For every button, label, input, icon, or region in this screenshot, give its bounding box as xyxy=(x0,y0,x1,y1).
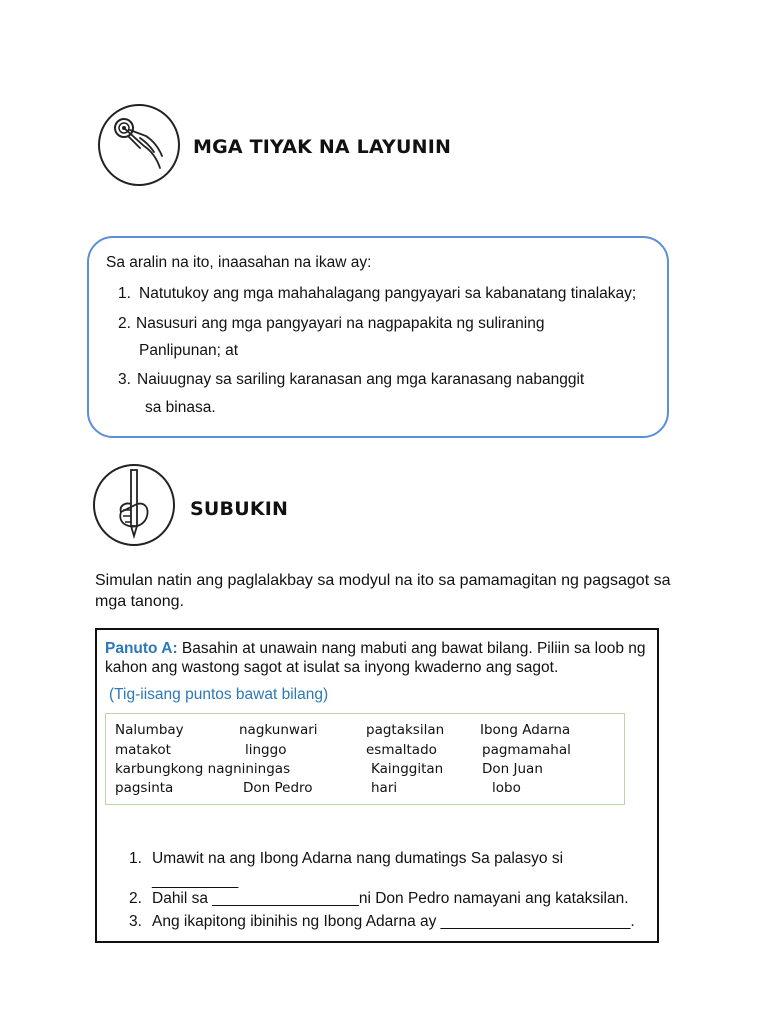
objective-text: Nasusuri ang mga pangyayari na nagpapakita ng suliraning xyxy=(136,315,545,332)
word-bank-item: hari xyxy=(371,780,398,796)
question-number: 3. xyxy=(129,913,142,930)
word-bank-item: pagtaksilan xyxy=(366,722,445,738)
word-bank-item: pagsinta xyxy=(115,780,174,796)
word-bank xyxy=(105,713,625,805)
objective-number: 1. xyxy=(118,285,131,302)
section-title-subukin: SUBUKIN xyxy=(190,498,289,520)
question-text: Umawit na ang Ibong Adarna nang dumatings Sa palasyo si xyxy=(152,850,564,867)
question-number: 2. xyxy=(129,890,142,907)
word-bank-item: pagmamahal xyxy=(482,742,571,758)
word-bank-item: Don Juan xyxy=(482,761,543,777)
objective-number: 3. xyxy=(118,371,131,388)
word-bank-item: matakot xyxy=(115,742,171,758)
word-bank-item: linggo xyxy=(245,742,287,758)
page-title: MGA TIYAK NA LAYUNIN xyxy=(193,136,452,158)
objective-text: Natutukoy ang mga mahahalagang pangyayari sa kabanatang tinalakay; xyxy=(139,285,637,302)
word-bank-item: Ibong Adarna xyxy=(480,722,571,738)
objective-text-continued: sa binasa. xyxy=(145,399,216,416)
intro-paragraph: Simulan natin ang paglalakbay sa modyul na ito sa pamamagitan ng pagsagot sa mga tanong. xyxy=(95,572,671,610)
instructions-box xyxy=(95,628,659,943)
word-bank-item: Kainggitan xyxy=(371,761,444,777)
objective-number: 2. xyxy=(118,315,131,332)
word-bank-item: karbungkong nagniningas xyxy=(115,761,291,777)
instructions-text: Basahin at unawain nang mabuti ang bawat bilang. Piliin sa loob ng kahon ang wastong sagot at isulat sa inyong kwaderno ang sagot. xyxy=(105,640,646,676)
hand-pointer-icon xyxy=(98,104,180,186)
word-bank-item: Don Pedro xyxy=(243,780,313,796)
instructions-label: Panuto A: xyxy=(105,640,178,657)
word-bank-item: nagkunwari xyxy=(239,722,318,738)
question-text: Dahil sa _________________ni Don Pedro namayani ang kataksilan. xyxy=(152,890,629,907)
hand-pencil-icon xyxy=(93,464,175,546)
objective-text-continued: Panlipunan; at xyxy=(139,342,239,359)
word-bank-item: esmaltado xyxy=(366,742,437,758)
points-note: (Tig-iisang puntos bawat bilang) xyxy=(109,686,329,703)
question-number: 1. xyxy=(129,850,142,867)
question-text: Ang ikapitong ibinihis ng Ibong Adarna ay ______________________. xyxy=(152,913,635,930)
instructions-paragraph xyxy=(105,639,650,677)
word-bank-item: Nalumbay xyxy=(115,722,184,738)
objective-text: Naiuugnay sa sariling karanasan ang mga karanasang nabanggit xyxy=(137,371,585,388)
word-bank-item: lobo xyxy=(492,780,521,796)
objectives-intro: Sa aralin na ito, inaasahan na ikaw ay: xyxy=(106,254,372,271)
question-blank: __________ xyxy=(152,872,239,889)
